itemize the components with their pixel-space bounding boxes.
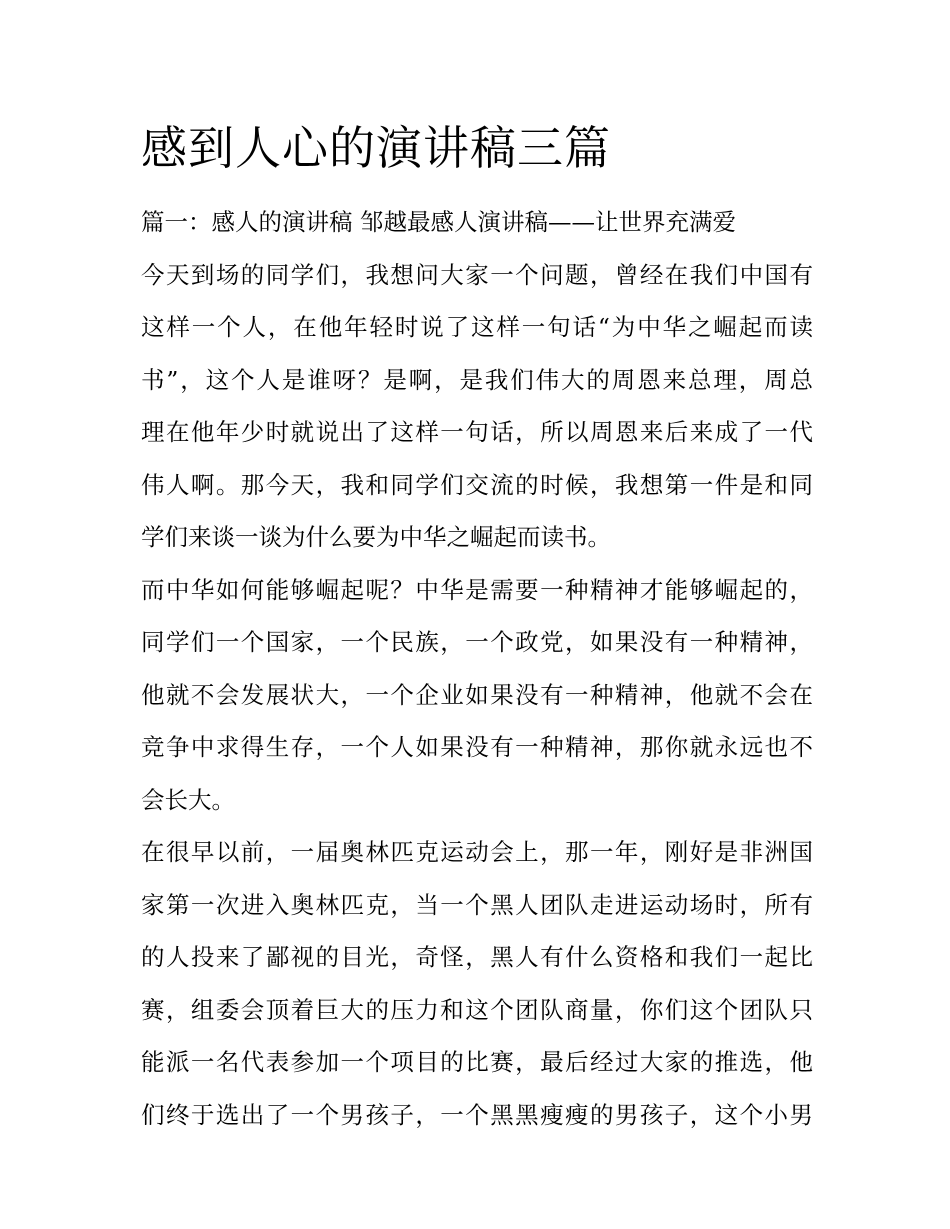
text-line: 的人投来了鄙视的目光，奇怪，黑人有什么资格和我们一起比 [141,943,813,971]
text-line: 书”，这个人是谁呀？是啊，是我们伟大的周恩来总理，周总 [141,365,813,394]
paragraph-1 [141,249,813,564]
text-line: 学们来谈一谈为什么要为中华之崛起而读书。 [141,523,611,551]
text-line: 他就不会发展状大，一个企业如果没有一种精神，他就不会在 [141,680,813,709]
text-line: 理在他年少时就说出了这样一句话，所以周恩来后来成了一代 [141,418,813,446]
text-line: 而中华如何能够崛起呢？中华是需要一种精神才能够崛起的， [141,575,813,604]
document-subtitle: 篇一：感人的演讲稿 邹越最感人演讲稿——让世界充满爱 [141,208,736,236]
text-line: 这样一个人，在他年轻时说了这样一句话“为中华之崛起而读 [141,313,813,341]
text-line: 在很早以前，一届奥林匹克运动会上，那一年，刚好是非洲国 [141,838,813,866]
text-line: 伟人啊。那今天，我和同学们交流的时候，我想第一件是和同 [141,470,813,499]
text-line: 今天到场的同学们，我想问大家一个问题，曾经在我们中国有 [141,260,813,289]
document-title: 感到人心的演讲稿三篇 [141,121,611,175]
text-line: 同学们一个国家，一个民族，一个政党，如果没有一种精神， [141,628,813,656]
document-body [141,118,813,1141]
text-line: 竞争中求得生存，一个人如果没有一种精神，那你就永远也不 [141,733,813,761]
text-line: 家第一次进入奥林匹克，当一个黑人团队走进运动场时，所有 [141,890,813,919]
paragraph-2 [141,564,813,827]
paragraph-3 [141,826,813,1141]
text-line: 会长大。 [141,785,235,814]
text-line: 赛，组委会顶着巨大的压力和这个团队商量，你们这个团队只 [141,995,813,1024]
text-line: 能派一名代表参加一个项目的比赛，最后经过大家的推选，他 [141,1048,813,1076]
text-line: 们终于选出了一个男孩子，一个黑黑瘦瘦的男孩子，这个小男 [141,1100,813,1129]
